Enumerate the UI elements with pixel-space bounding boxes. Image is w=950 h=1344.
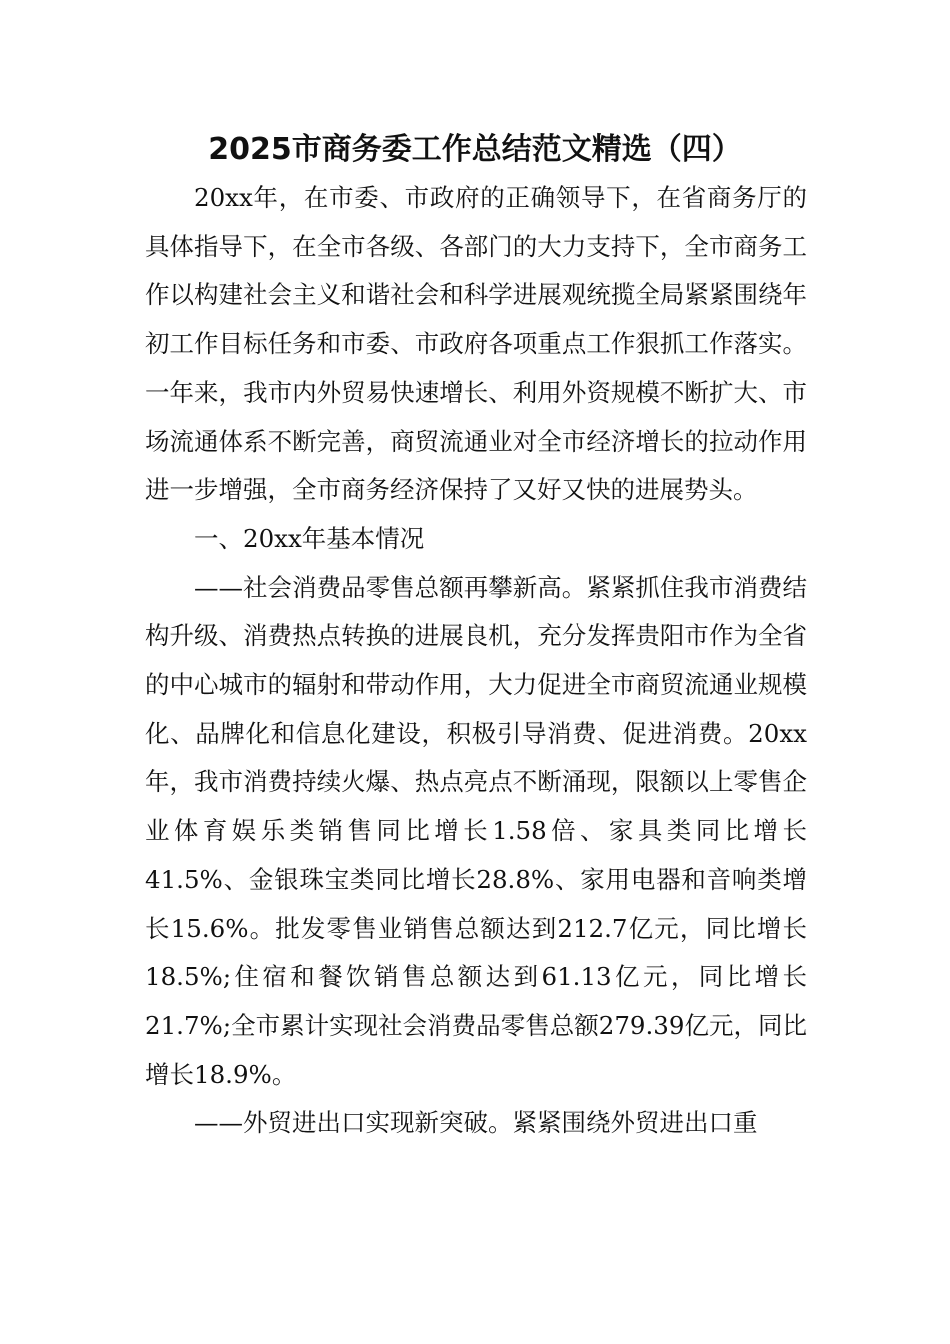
- foreign-trade-paragraph: ——外贸进出口实现新突破。紧紧围绕外贸进出口重: [194, 1108, 758, 1138]
- document-body: [145, 174, 807, 1148]
- document-title: 2025市商务委工作总结范文精选（四）: [208, 132, 742, 167]
- retail-sales-paragraph: ——社会消费品零售总额再攀新高。紧紧抓住我市消费结构升级、消费热点转换的进展良机，充分发挥贵阳市作为全省的中心城市的辐射和带动作用，大力促进全市商贸流通业规模化、品牌化和信息化建设，积极引导消费、促进消费。20xx年，我市消费持续火爆、热点亮点不断涌现，限额以上零售企业体育娱乐类销售同比增长1.58倍、家具类同比增长41.5%、金银珠宝类同比增长28.8%、家用电器和音响类增长15.6%。批发零售业销售总额达到212.7亿元，同比增长18.5%;住宿和餐饮销售总额达到61.13亿元，同比增长21.7%;全市累计实现社会消费品零售总额279.39亿元，同比增长18.9%。: [145, 572, 807, 1089]
- section-heading: 一、20xx年基本情况: [194, 523, 425, 553]
- intro-paragraph: 20xx年，在市委、市政府的正确领导下，在省商务厅的具体指导下，在全市各级、各部门的大力支持下，全市商务工作以构建社会主义和谐社会和科学进展观统揽全局紧紧围绕年初工作目标任务和市委、市政府各项重点工作狠抓工作落实。一年来，我市内外贸易快速增长、利用外资规模不断扩大、市场流通体系不断完善，商贸流通业对全市经济增长的拉动作用进一步增强，全市商务经济保持了又好又快的进展势头。: [145, 183, 807, 505]
